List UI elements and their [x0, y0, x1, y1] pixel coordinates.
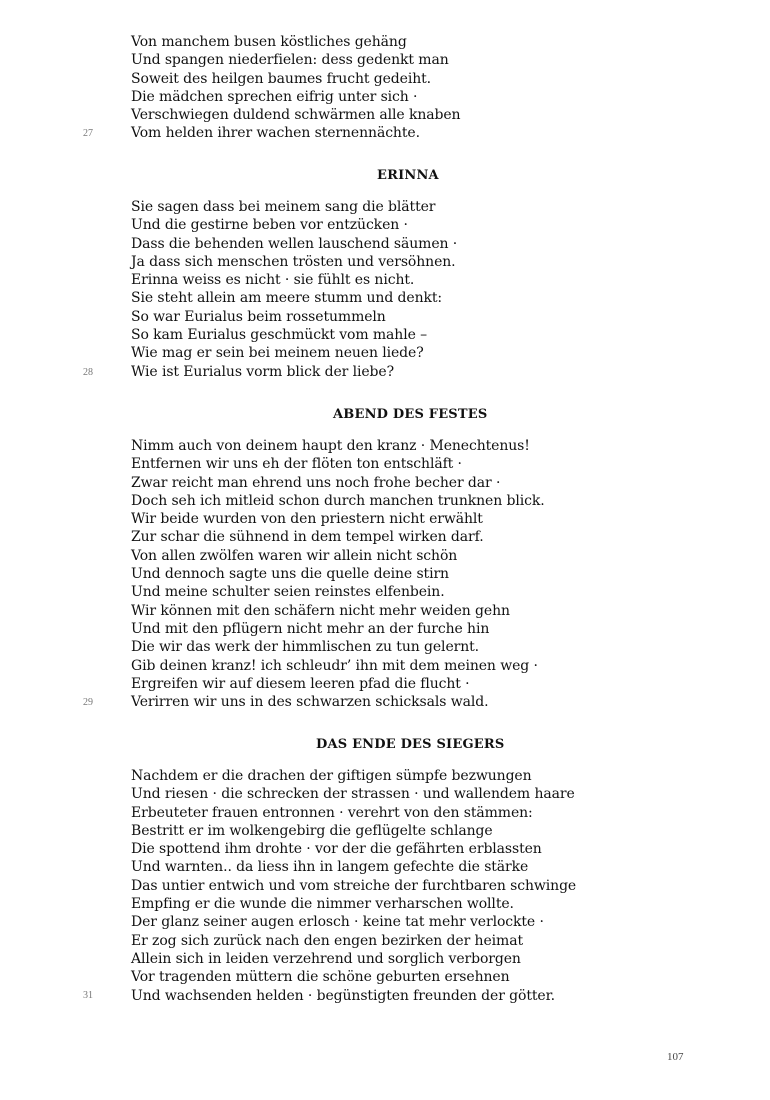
- verse-line: Und dennoch sagte uns die quelle deine stirn: [131, 566, 449, 583]
- poem-number: 31: [83, 990, 93, 1001]
- verse-line: Erinna weiss es nicht · sie fühlt es nicht.: [131, 272, 415, 289]
- verse-line: Vom helden ihrer wachen sternennächte.: [131, 125, 420, 142]
- verse-line: Bestritt er im wolkengebirg die geflügelte schlange: [131, 822, 493, 839]
- poem-erinna-lines: [131, 198, 457, 381]
- poem-title-erinna: ERINNA: [377, 168, 439, 183]
- verse-line: Das untier entwich und vom streiche der furchtbaren schwinge: [131, 877, 577, 894]
- verse-line: Sie sagen dass bei meinem sang die blätter: [131, 199, 436, 215]
- verse-line: Die mädchen sprechen eifrig unter sich ·: [131, 88, 418, 105]
- page-number: 107: [667, 1051, 684, 1063]
- verse-line: Vor tragenden müttern die schöne geburten ersehnen: [131, 969, 510, 986]
- verse-line: Erbeuteter frauen entronnen · verehrt von den stämmen:: [131, 804, 533, 821]
- verse-line: Und die gestirne beben vor entzücken ·: [131, 217, 408, 234]
- verse-line: Der glanz seiner augen erlosch · keine tat mehr verlockte ·: [131, 914, 544, 931]
- poem-number: 29: [83, 697, 93, 708]
- verse-line: Zur schar die sühnend in dem tempel wirken darf.: [131, 529, 484, 546]
- verse-line: Verschwiegen duldend schwärmen alle knaben: [131, 107, 461, 124]
- poem-fragment-lines: [131, 33, 460, 143]
- poem-title-das-ende-des-siegers: DAS ENDE DES SIEGERS: [316, 737, 505, 752]
- verse-line: Und warnten.. da liess ihn in langem gefechte die stärke: [131, 859, 529, 876]
- verse-line: Nachdem er die drachen der giftigen sümpfe bezwungen: [131, 768, 532, 784]
- verse-line: Und mit den pflügern nicht mehr an der furche hin: [131, 620, 490, 637]
- poem-number: 27: [83, 128, 93, 139]
- verse-line: Ja dass sich menschen trösten und versöhnen.: [131, 253, 456, 270]
- verse-line: Ergreifen wir auf diesem leeren pfad die flucht ·: [131, 675, 470, 692]
- verse-line: Und meine schulter seien reinstes elfenbein.: [131, 584, 445, 601]
- verse-line: Empfing er die wunde die nimmer verharschen wollte.: [131, 896, 514, 913]
- verse-line: Nimm auch von deinem haupt den kranz · Menechtenus!: [131, 438, 530, 454]
- verse-line: Gib deinen kranz! ich schleudr’ ihn mit dem meinen weg ·: [131, 657, 538, 674]
- verse-line: Soweit des heilgen baumes frucht gedeiht.: [131, 70, 432, 87]
- verse-line: Doch seh ich mitleid schon durch manchen trunknen blick.: [131, 492, 545, 509]
- verse-line: Und riesen · die schrecken der strassen · und wallendem haare: [131, 786, 575, 803]
- verse-line: So kam Eurialus geschmückt vom mahle –: [131, 327, 428, 344]
- verse-line: Wir können mit den schäfern nicht mehr weiden gehn: [131, 602, 510, 619]
- verse-line: Zwar reicht man ehrend uns noch frohe becher dar ·: [131, 474, 501, 491]
- verse-line: Von allen zwölfen waren wir allein nicht schön: [131, 547, 458, 564]
- verse-line: Die spottend ihm drohte · vor der die gefährten erblassten: [131, 841, 542, 858]
- verse-line: Und wachsenden helden · begünstigten freunden der götter.: [131, 987, 556, 1004]
- verse-line: Entfernen wir uns eh der flöten ton entschläft ·: [131, 456, 462, 473]
- verse-line: Von manchem busen köstliches gehäng: [131, 34, 407, 50]
- poem-title-abend-des-festes: ABEND DES FESTES: [333, 407, 488, 422]
- verse-line: Und spangen niederfielen: dess gedenkt man: [131, 52, 449, 69]
- verse-line: Allein sich in leiden verzehrend und sorglich verborgen: [131, 950, 521, 967]
- verse-line: Die wir das werk der himmlischen zu tun gelernt.: [131, 639, 480, 656]
- verse-line: Wir beide wurden von den priestern nicht erwählt: [131, 511, 483, 528]
- verse-line: So war Eurialus beim rossetummeln: [131, 308, 386, 325]
- poem-abend-lines: [131, 437, 545, 711]
- verse-line: Verirren wir uns in des schwarzen schicksals wald.: [131, 694, 489, 711]
- verse-line: Wie mag er sein bei meinem neuen liede?: [131, 345, 424, 362]
- verse-line: Wie ist Eurialus vorm blick der liebe?: [131, 363, 395, 380]
- verse-line: Dass die behenden wellen lauschend säumen ·: [131, 235, 458, 252]
- verse-line: Er zog sich zurück nach den engen bezirken der heimat: [131, 932, 523, 949]
- verse-line: Sie steht allein am meere stumm und denkt:: [131, 290, 443, 307]
- poem-sieger-lines: [131, 767, 576, 1005]
- poem-number: 28: [83, 367, 93, 378]
